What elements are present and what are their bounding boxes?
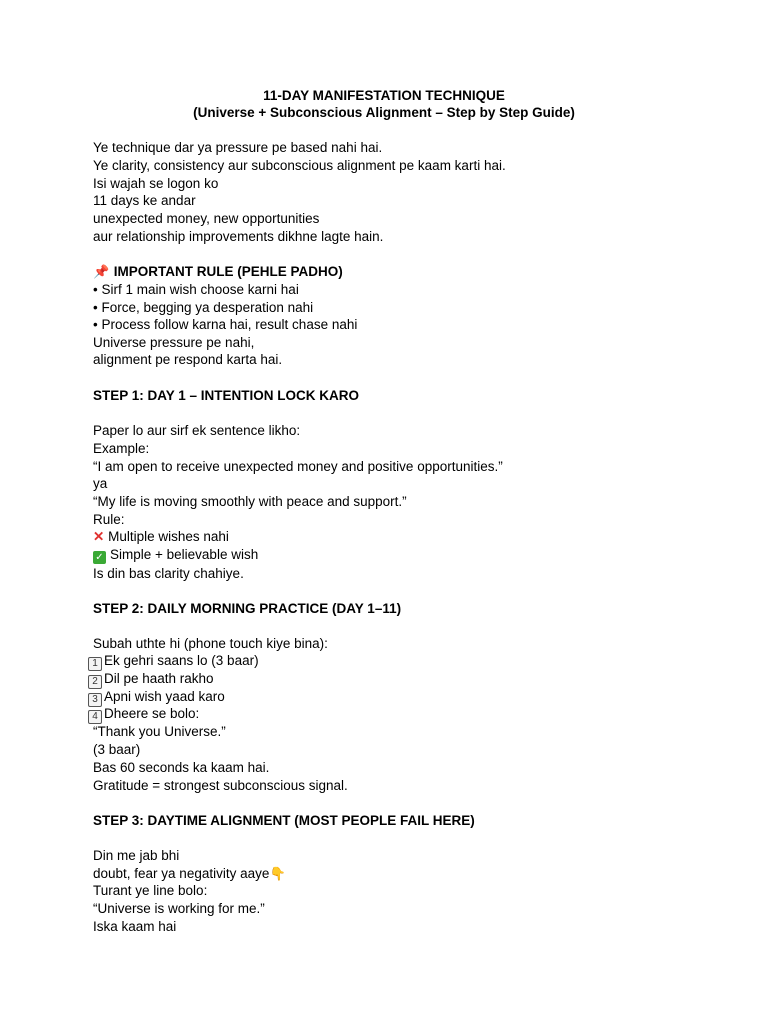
step2-line: Gratitude = strongest subconscious signal. xyxy=(93,778,348,793)
rule-line: • Sirf 1 main wish choose karni hai xyxy=(93,282,299,297)
step1-line: Paper lo aur sirf ek sentence likho: xyxy=(93,423,301,438)
check-mark-icon: ✓ xyxy=(93,551,106,564)
rule-line: alignment pe respond karta hai. xyxy=(93,352,283,367)
intro-line: unexpected money, new opportunities xyxy=(93,211,320,226)
rule-line: • Force, begging ya desperation nahi xyxy=(93,300,314,315)
step1-line: Rule: xyxy=(93,512,125,527)
step1-heading: STEP 1: DAY 1 – INTENTION LOCK KARO xyxy=(93,388,360,403)
step1-closing: Is din bas clarity chahiye. xyxy=(93,566,244,581)
step1-line: ya xyxy=(93,476,108,491)
step2-numbered-item: 1 Ek gehri saans lo (3 baar) xyxy=(88,652,259,671)
document-subtitle: (Universe + Subconscious Alignment – Step by Step Guide) xyxy=(193,105,575,120)
step3-line-text: doubt, fear ya negativity aaye xyxy=(93,866,270,881)
intro-line: Isi wajah se logon ko xyxy=(93,176,219,191)
step1-line: “My life is moving smoothly with peace and support.” xyxy=(93,494,407,509)
step2-numbered-item: 3 Apni wish yaad karo xyxy=(88,688,225,707)
rule-line: • Process follow karna hai, result chase nahi xyxy=(93,317,358,332)
intro-line: aur relationship improvements dikhne lagte hain. xyxy=(93,229,384,244)
intro-line: Ye technique dar ya pressure pe based nahi hai. xyxy=(93,140,383,155)
rule-heading-text: IMPORTANT RULE (PEHLE PADHO) xyxy=(113,264,343,279)
pointing-down-hand-icon: 👇 xyxy=(269,867,286,882)
step2-numbered-item: 4 Dheere se bolo: xyxy=(88,705,199,724)
keycap-3-icon: 3 xyxy=(88,693,102,707)
step2-heading: STEP 2: DAILY MORNING PRACTICE (DAY 1–11) xyxy=(93,601,402,616)
intro-line: 11 days ke andar xyxy=(93,193,196,208)
intro-line: Ye clarity, consistency aur subconscious alignment pe kaam karti hai. xyxy=(93,158,506,173)
step1-line: “I am open to receive unexpected money and positive opportunities.” xyxy=(93,459,503,474)
step3-line: Turant ye line bolo: xyxy=(93,883,208,898)
keycap-4-icon: 4 xyxy=(88,710,102,724)
step2-line: Bas 60 seconds ka kaam hai. xyxy=(93,760,270,775)
step2-numbered-item: 2 Dil pe haath rakho xyxy=(88,670,214,689)
rule-line: Universe pressure pe nahi, xyxy=(93,335,255,350)
rule-heading xyxy=(93,263,343,282)
step3-line: Din me jab bhi xyxy=(93,848,180,863)
step3-line xyxy=(93,865,286,884)
check-text: Simple + believable wish xyxy=(110,547,259,562)
step1-cross-line xyxy=(93,528,229,546)
step3-line: Iska kaam hai xyxy=(93,919,177,934)
step2-line: “Thank you Universe.” xyxy=(93,724,226,739)
step3-line: “Universe is working for me.” xyxy=(93,901,265,916)
cross-text: Multiple wishes nahi xyxy=(108,529,229,544)
step1-check-line xyxy=(93,546,258,564)
pushpin-icon: 📌 xyxy=(93,265,110,280)
cross-mark-icon: ✕ xyxy=(93,529,105,544)
step1-line: Example: xyxy=(93,441,150,456)
keycap-2-icon: 2 xyxy=(88,675,102,689)
document-title: 11-DAY MANIFESTATION TECHNIQUE xyxy=(263,88,505,103)
step2-line: (3 baar) xyxy=(93,742,141,757)
keycap-1-icon: 1 xyxy=(88,657,102,671)
step3-heading: STEP 3: DAYTIME ALIGNMENT (MOST PEOPLE FAIL HERE) xyxy=(93,813,475,828)
step2-intro: Subah uthte hi (phone touch kiye bina): xyxy=(93,636,328,651)
